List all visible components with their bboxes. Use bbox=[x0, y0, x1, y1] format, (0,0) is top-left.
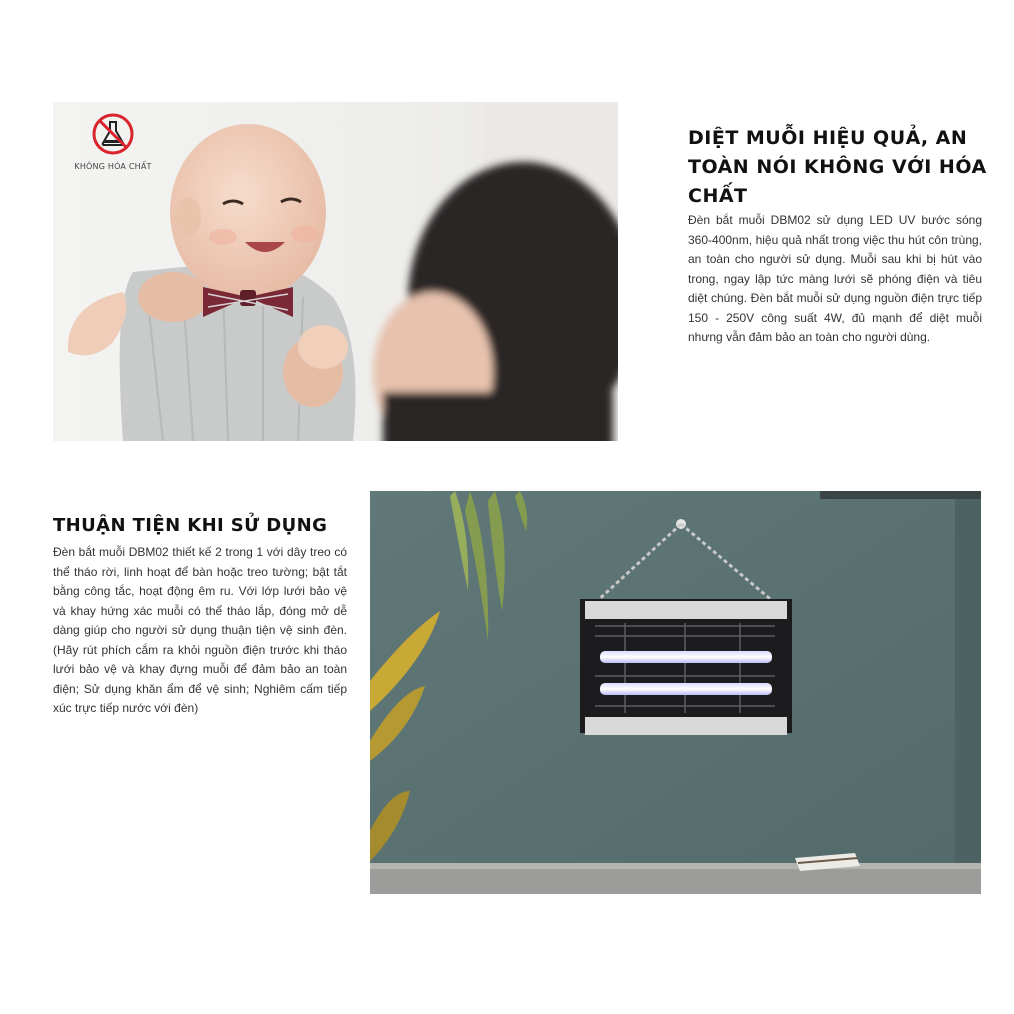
wall-mounted-mosquito-lamp-photo bbox=[370, 491, 981, 894]
badge-label: KHÔNG HÓA CHẤT bbox=[74, 162, 152, 171]
section1-title: DIỆT MUỖI HIỆU QUẢ, AN TOÀN NÓI KHÔNG VỚI HÓA CHẤT bbox=[688, 127, 987, 207]
no-chemical-badge bbox=[70, 112, 156, 171]
section1-body: Đèn bắt muỗi DBM02 sử dụng LED UV bước sóng 360-400nm, hiệu quả nhất trong việc thu hút côn trùng, an toàn cho người sử dụng. Muỗi sau khi bị hút vào trong, ngay lập tức màng lưới sẽ phóng điện và tiêu diệt chúng. Đèn bắt muỗi sử dụng nguồn điện trực tiếp 150 - 250V công suất 4W, đủ mạnh để diệt muỗi nhưng vẫn đảm bảo an toàn cho người dùng. bbox=[688, 213, 982, 344]
section2-body: Đèn bắt muỗi DBM02 thiết kế 2 trong 1 với dây treo có thể tháo rời, linh hoạt để bàn hoặc treo tường; bật tắt bằng công tắc, hoạt động êm ru. Với lớp lưới bảo vệ và khay hứng xác muỗi có thể tháo lắp, đóng mở dễ dàng giúp cho người sử dụng thuận tiện vệ sinh đèn. (Hãy rút phích cắm ra khỏi nguồn điện trước khi tháo lưới bảo vệ và khay đựng muỗi để đảm bảo an toàn điện; Sử dụng khăn ẩm để vệ sinh; Nghiêm cấm tiếp xúc trực tiếp nước với đèn) bbox=[53, 545, 347, 715]
no-chemical-icon bbox=[91, 112, 135, 156]
section2-title: THUẬN TIỆN KHI SỬ DỤNG bbox=[53, 515, 328, 536]
